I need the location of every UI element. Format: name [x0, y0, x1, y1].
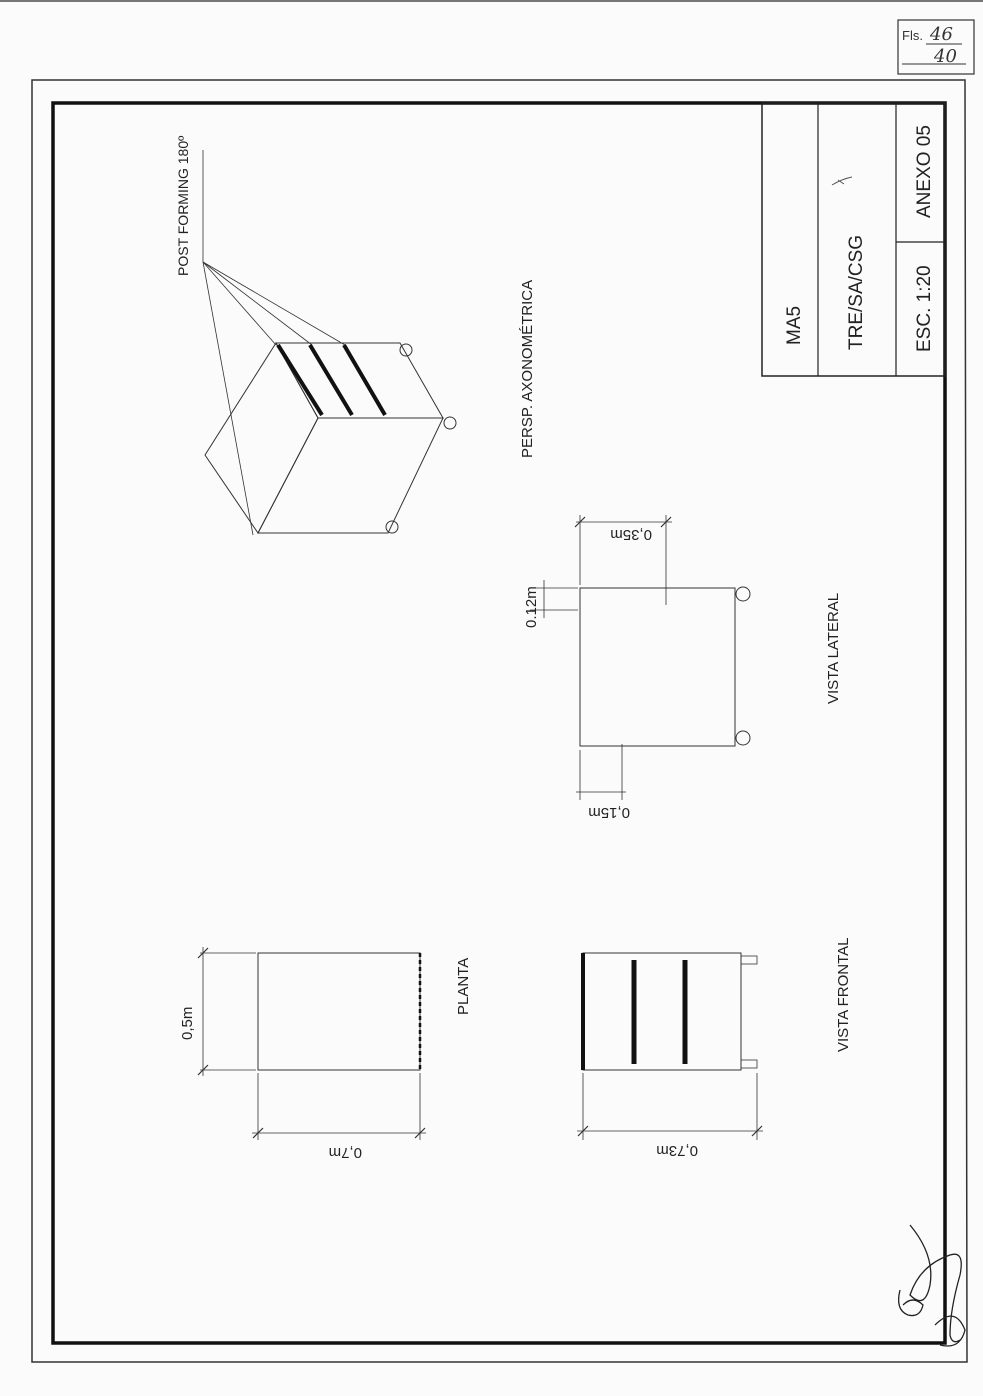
- frontal-caster-2: [741, 1060, 757, 1068]
- lateral-dim-bottom: 0,15m: [588, 804, 630, 821]
- title-block-scale: ESC. 1:20: [914, 265, 935, 352]
- axonometric-view: [175, 136, 536, 535]
- frontal-dim-width: 0,73m: [656, 1142, 698, 1159]
- cabinet-front-face: [258, 418, 443, 533]
- plan-dim-width: 0,7m: [328, 1144, 362, 1161]
- lateral-outline: [580, 588, 735, 746]
- axonometric-title: PERSP. AXONOMÉTRICA: [519, 279, 536, 458]
- lateral-dim-top: 0.12m: [523, 586, 540, 628]
- handwritten-signatures: [899, 1225, 965, 1346]
- post-forming-note: POST FORMING 180º: [175, 135, 191, 276]
- page-stamp: [898, 20, 974, 74]
- plan-title: PLANTA: [455, 957, 472, 1015]
- cabinet-side-face: [205, 343, 318, 533]
- frontal-outline: [583, 953, 741, 1070]
- plan-view: [179, 947, 472, 1161]
- lateral-caster-1: [736, 587, 750, 601]
- outer-frame: [32, 80, 967, 1362]
- frontal-caster-1: [741, 956, 757, 964]
- drawer-handle-3: [344, 345, 385, 415]
- caster-2: [444, 417, 456, 429]
- title-block-code: MA5: [784, 305, 805, 345]
- stamp-page-number: 46: [930, 24, 953, 45]
- stamp-label: Fls.: [902, 28, 923, 43]
- lateral-caster-2: [736, 731, 750, 745]
- plan-dim-depth: 0,5m: [179, 1006, 196, 1040]
- stamp-below: 40: [934, 46, 957, 67]
- note-leader-1: [203, 262, 276, 345]
- note-leader-3: [203, 262, 345, 345]
- title-block-initials: [832, 177, 852, 185]
- inner-frame: [53, 103, 945, 1343]
- lateral-title: VISTA LATERAL: [825, 592, 842, 704]
- title-block-organization: TRE/SA/CSG: [846, 234, 867, 350]
- note-leader-4: [203, 262, 253, 535]
- frontal-title: VISTA FRONTAL: [835, 937, 852, 1052]
- title-block: [762, 103, 945, 376]
- plan-outline: [258, 953, 420, 1070]
- lateral-view: [523, 515, 842, 821]
- frontal-view: [577, 938, 852, 1159]
- caster-3: [386, 521, 398, 533]
- note-leader-2: [203, 262, 312, 345]
- lateral-dim-depth: 0,35m: [610, 526, 652, 543]
- title-block-annex: ANEXO 05: [914, 125, 935, 218]
